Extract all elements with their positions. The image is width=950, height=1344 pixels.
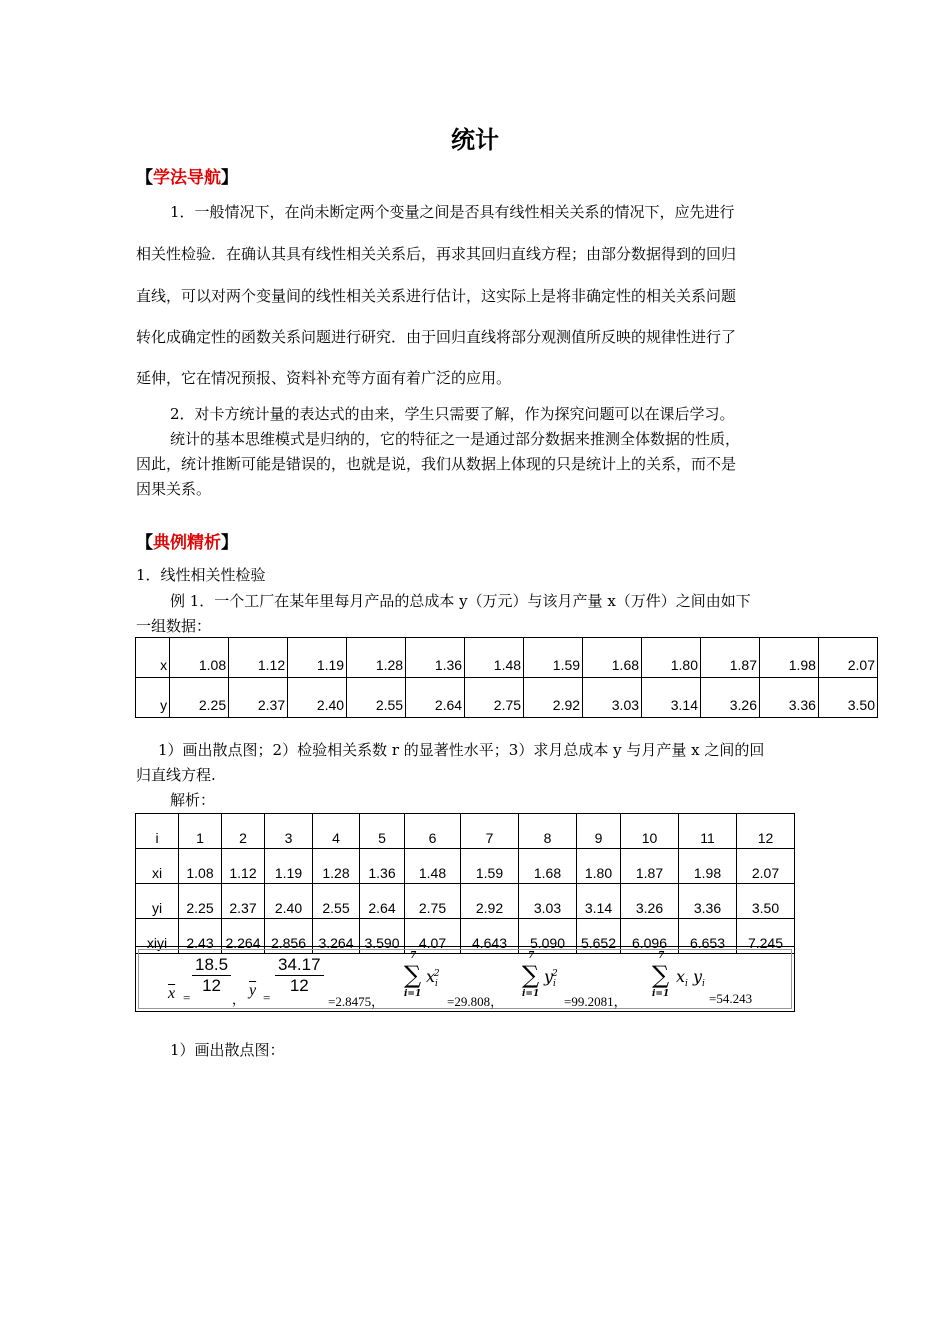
row-label: x xyxy=(136,638,170,678)
table-cell: 6.096 xyxy=(621,919,679,954)
analysis-table xyxy=(135,813,795,954)
section-heading-study-guide: 【学法导航】 xyxy=(136,168,238,188)
table-cell: 1.59 xyxy=(461,849,519,884)
table-cell: 6.653 xyxy=(679,919,737,954)
ybar-fraction: $\frac{34.17}{12}$ xyxy=(275,955,324,996)
question-text-cont: 归直线方程. xyxy=(136,766,216,784)
table-cell: 4.643 xyxy=(461,919,519,954)
table-cell: 2.64 xyxy=(406,678,465,718)
table-row xyxy=(136,638,878,678)
table-cell: 2.856 xyxy=(265,919,313,954)
table-cell: 3.50 xyxy=(737,884,795,919)
table-cell: 7.245 xyxy=(737,919,795,954)
item-heading: 1．线性相关性检验 xyxy=(136,566,266,584)
table-cell: 2.64 xyxy=(360,884,405,919)
xbar-fraction: $\frac{18.5}{12}$ xyxy=(192,955,231,996)
table-cell: 1.87 xyxy=(701,638,760,678)
table-cell: 2.75 xyxy=(465,678,524,718)
table-cell: 1.36 xyxy=(406,638,465,678)
table-cell: 2.25 xyxy=(170,678,229,718)
table-cell: 2.07 xyxy=(737,849,795,884)
table-cell: 1.12 xyxy=(229,638,288,678)
table-row xyxy=(136,814,795,849)
row-label: y xyxy=(136,678,170,718)
table-cell: 2.92 xyxy=(461,884,519,919)
table-cell: 2.75 xyxy=(405,884,461,919)
table-cell: 3.26 xyxy=(701,678,760,718)
table-cell: 2.25 xyxy=(179,884,222,919)
table-cell: 2.37 xyxy=(229,678,288,718)
table-cell: 9 xyxy=(577,814,621,849)
table-cell: 1.68 xyxy=(519,849,577,884)
page-title: 统计 xyxy=(451,126,499,154)
table-cell: 11 xyxy=(679,814,737,849)
table-cell: 1.28 xyxy=(313,849,360,884)
table-cell: 1.68 xyxy=(583,638,642,678)
table-cell: 1.59 xyxy=(524,638,583,678)
table-row xyxy=(136,678,878,718)
data-table-xy xyxy=(135,637,878,718)
table-cell: 12 xyxy=(737,814,795,849)
table-cell: 4.07 xyxy=(405,919,461,954)
table-cell: 2.264 xyxy=(222,919,265,954)
table-row xyxy=(136,884,795,919)
table-cell: 8 xyxy=(519,814,577,849)
table-cell: 1.48 xyxy=(465,638,524,678)
sum-x2-value: =29.808， xyxy=(447,994,504,1009)
row-label: xi xyxy=(136,849,179,884)
table-cell: 1.36 xyxy=(360,849,405,884)
table-cell: 1.87 xyxy=(621,849,679,884)
table-cell: 1.19 xyxy=(288,638,347,678)
table-cell: 3.36 xyxy=(759,678,818,718)
sum-x2-symbol: 7 ∑ i=1 $x_i^2$ xyxy=(404,951,440,999)
table-cell: 2.40 xyxy=(265,884,313,919)
table-cell: 1.98 xyxy=(759,638,818,678)
table-cell: 3.26 xyxy=(621,884,679,919)
table-cell: 2.07 xyxy=(818,638,877,678)
sum-y2-value: =99.2081， xyxy=(564,994,627,1009)
ybar-symbol: $\overline{y}$ xyxy=(249,982,257,999)
step1-text: 1）画出散点图： xyxy=(170,1041,285,1059)
sum-xy-value: =54.243 xyxy=(709,991,753,1006)
table-cell: 3.36 xyxy=(679,884,737,919)
table-cell: 5 xyxy=(360,814,405,849)
table-cell: 1.08 xyxy=(170,638,229,678)
table-cell: 2.55 xyxy=(313,884,360,919)
example-text-cont: 一组数据： xyxy=(136,617,212,635)
ybar-value: =2.8475， xyxy=(328,994,385,1009)
document-page: 统计 【学法导航】 1．一般情况下，在尚未断定两个变量之间是否具有线性相关关系的情况下，应先进行 相关性检验．在确认其具有线性相关关系后，再求其回归直线方程；由部分数据得到的回归 直线，可以对两个变量间的线性相关关系进行估计，这实际上是将非确定性的相关关系问题 转化成确定性的函数关系问题进行研究．由于回归直线将部分观测值所反映的规律性进行了 延伸，它在情况预报、资料补充等方面有着广泛的应用。 2．对卡方统计量的表达式的由来，学生只需要了解，作为探究问题可以在课后学习。 统计的基本思维模式是归纳的，它的特征之一是通过部分数据来推测全体数据的性质， 因此，统计推断可能是错误的，也就是说，我们从数据上体现的只是统计上的关系，而不是 因果关系。 【典例精析】 1．线性相关性检验 例 1．一个工厂在某年里每月产品的总成本 y（万元）与该月产量 x（万件）之间由如下 一组数据： x 1.08 1.12 1.19 1.28 1.36 1.48 1.59 1.68 1.80 1.87 1.98 2.07 y 2.25 2.37 2.40 2.55 2.64 2.75 2.92 3.03 3.14 3.26 3.36 3.50 1）画出散点图；2）检验相关系数 r 的显著性水平；3）求月总成本 y 与月产量 x 之间的回 归直线方程. 解析： i 1 2 3 4 5 6 7 8 9 10 11 12 xi 1.08 1.12 1.19 1.28 1.36 1.48 1.59 1.68 1.80 1.87 1.98 2.07 yi 2.25 2.37 2.40 2.55 2.64 2.75 2.92 3.03 3.14 3.26 3.36 3.50 xiyi 2.43 2.264 2.856 3.264 3.590 4.07 4.643 5.090 5.652 6.096 6.653 7.245 $\overline{x}$ = $\frac{18.5}{12}$ ， $\overline{y}$ = $\frac{34.17}{12}$ =2.8475， 7 ∑ i=1 $x_i^2$ =29.808， 7 ∑ i=1 $y_i^2$ =99.2081， 7 ∑ i=1 $x_i$ $y_i$ =54.243 1）画出散点图： xyxy=(0,0,950,1344)
table-cell: 6 xyxy=(405,814,461,849)
table-row xyxy=(136,849,795,884)
table-cell: 3 xyxy=(265,814,313,849)
table-cell: 3.264 xyxy=(313,919,360,954)
table-cell: 4 xyxy=(313,814,360,849)
table-cell: 1.08 xyxy=(179,849,222,884)
table-cell: 3.50 xyxy=(818,678,877,718)
row-label: yi xyxy=(136,884,179,919)
table-cell: 10 xyxy=(621,814,679,849)
section-heading-examples: 【典例精析】 xyxy=(136,533,238,553)
table-cell: 3.03 xyxy=(519,884,577,919)
table-cell: 5.090 xyxy=(519,919,577,954)
question-text: 1）画出散点图；2）检验相关系数 r 的显著性水平；3）求月总成本 y 与月产量 x 之间的回 xyxy=(158,741,765,759)
table-cell: 2.43 xyxy=(179,919,222,954)
table-cell: 3.14 xyxy=(642,678,701,718)
table-cell: 3.14 xyxy=(577,884,621,919)
example-text: 例 1．一个工厂在某年里每月产品的总成本 y（万元）与该月产量 x（万件）之间由如下 xyxy=(170,592,751,610)
sum-y2-symbol: 7 ∑ i=1 $y_i^2$ xyxy=(522,951,558,999)
analysis-label: 解析： xyxy=(170,791,216,809)
table-cell: 1.12 xyxy=(222,849,265,884)
row-label: xiyi xyxy=(136,919,179,954)
table-cell: 3.590 xyxy=(360,919,405,954)
table-cell: 1 xyxy=(179,814,222,849)
table-cell: 7 xyxy=(461,814,519,849)
paragraph-2: 2．对卡方统计量的表达式的由来，学生只需要了解，作为探究问题可以在课后学习。 xyxy=(170,405,735,423)
sum-xy-symbol: 7 ∑ i=1 $x_i$ $y_i$ xyxy=(652,951,705,999)
table-cell: 5.652 xyxy=(577,919,621,954)
row-label: i xyxy=(136,814,179,849)
summary-formulas: $\overline{x}$ = $\frac{18.5}{12}$ ， $\overline{y}$ = $\frac{34.17}{12}$ =2.8475， 7 ∑ i=1 $x_i^2$ =29.808， 7 ∑ i=1 $y_i^2$ =99.2081， 7 ∑ i=1 $x_i$ $y_i$ =54.243 xyxy=(135,946,795,1012)
table-cell: 3.03 xyxy=(583,678,642,718)
table-cell: 2.92 xyxy=(524,678,583,718)
table-cell: 2.37 xyxy=(222,884,265,919)
table-cell: 1.98 xyxy=(679,849,737,884)
table-cell: 2 xyxy=(222,814,265,849)
xbar-symbol: $\overline{x}$ xyxy=(168,985,176,1002)
table-cell: 2.55 xyxy=(347,678,406,718)
table-cell: 1.80 xyxy=(577,849,621,884)
table-cell: 1.48 xyxy=(405,849,461,884)
table-cell: 1.80 xyxy=(642,638,701,678)
table-cell: 1.19 xyxy=(265,849,313,884)
table-cell: 1.28 xyxy=(347,638,406,678)
table-cell: 2.40 xyxy=(288,678,347,718)
